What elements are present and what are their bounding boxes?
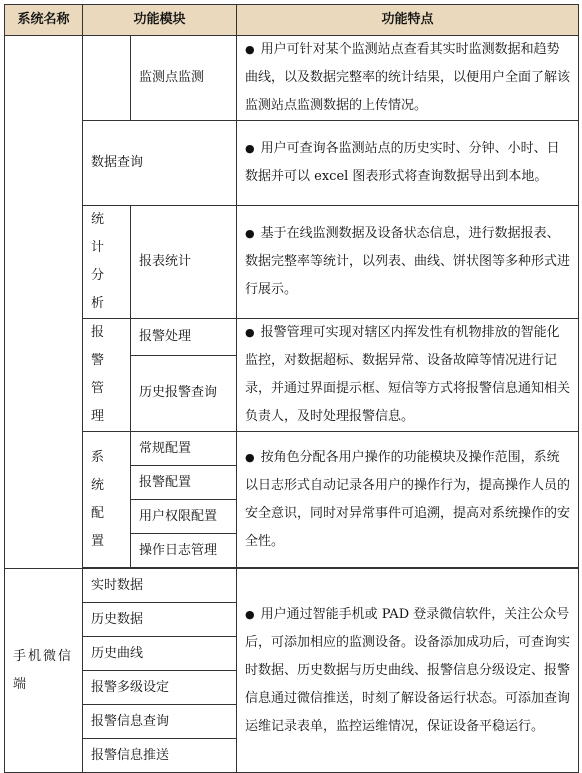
module-cell: 历史报警查询 — [131, 355, 237, 431]
module-cell: 常规配置 — [131, 432, 237, 466]
feature-cell: ● 报警管理可实现对辖区内挥发性有机物排放的智能化监控，对数据超标、数据异常、设备故障等情况进行记录，并通过界面提示框、短信等方式将报警信息通知相关负责人，及时处理报警信息。 — [237, 319, 579, 432]
module-cell: 报警配置 — [131, 466, 237, 500]
module-cell: 历史曲线 — [83, 637, 237, 671]
group-cell: 统 计 分析 — [83, 206, 131, 319]
module-cell: 报警多级设定 — [83, 671, 237, 705]
header-feature: 功能特点 — [237, 5, 579, 36]
module-cell: 实时数据 — [83, 569, 237, 603]
feature-cell: ● 用户可查询各监测站点的历史实时、分钟、小时、日数据并可以 excel 图表形式将查询数据导出到本地。 — [237, 121, 579, 206]
system-cell: 手机微信 端 — [5, 569, 83, 773]
header-system: 系统名称 — [5, 5, 83, 36]
table-row — [5, 319, 579, 356]
bullet-icon: ● — [245, 326, 255, 339]
bullet-icon: ● — [245, 607, 255, 621]
feature-cell: ● 用户通过智能手机或 PAD 登录微信软件，关注公众号后，可添加相应的监测设备。设备添加成功后，可查询实时数据、历史数据与历史曲线、报警信息分级设定、报警信息通过微信推送，时刻了解设备运行状态。可添加查询运维记录表单，监控运维情况，保证设备平稳运行。 — [237, 569, 579, 773]
table-header-row — [5, 5, 579, 36]
feature-cell: ● 用户可针对某个监测站点查看其实时监测数据和趋势曲线，以及数据完整率的统计结果，以便用户全面了解该监测站点监测数据的上传情况。 — [237, 36, 579, 121]
module-cell: 用户权限配置 — [131, 500, 237, 534]
module-cell: 报警信息推送 — [83, 739, 237, 773]
feature-cell: ● 基于在线监测数据及设备状态信息，进行数据报表、数据完整率等统计，以列表、曲线、饼状图等多种形式进行展示。 — [237, 206, 579, 319]
bullet-icon: ● — [245, 227, 255, 240]
module-cell: 报警处理 — [131, 319, 237, 356]
module-cell: 操作日志管理 — [131, 534, 237, 568]
group-cell: 报 警 管理 — [83, 319, 131, 432]
table-row — [5, 432, 579, 466]
header-module: 功能模块 — [83, 5, 237, 36]
table-row — [5, 36, 579, 121]
feature-cell: ● 按角色分配各用户操作的功能模块及操作范围，系统以日志形式自动记录各用户的操作行为，提高操作人员的安全意识，同时对异常事件可追溯，提高对系统操作的安全性。 — [237, 432, 579, 568]
module-cell: 报警信息查询 — [83, 705, 237, 739]
table-row — [5, 569, 579, 603]
module-cell: 历史数据 — [83, 603, 237, 637]
module-cell: 报表统计 — [131, 206, 237, 319]
bullet-icon: ● — [245, 450, 255, 464]
module-cell: 数据查询 — [83, 121, 237, 206]
bullet-icon: ● — [245, 43, 255, 56]
function-table — [4, 4, 579, 773]
table-row — [5, 206, 579, 319]
table-row — [5, 121, 579, 206]
bullet-icon: ● — [245, 142, 255, 155]
module-cell: 监测点监测 — [131, 36, 237, 121]
group-cell-empty — [83, 36, 131, 121]
system-cell-empty — [5, 36, 83, 569]
group-cell: 系 统 配置 — [83, 432, 131, 568]
